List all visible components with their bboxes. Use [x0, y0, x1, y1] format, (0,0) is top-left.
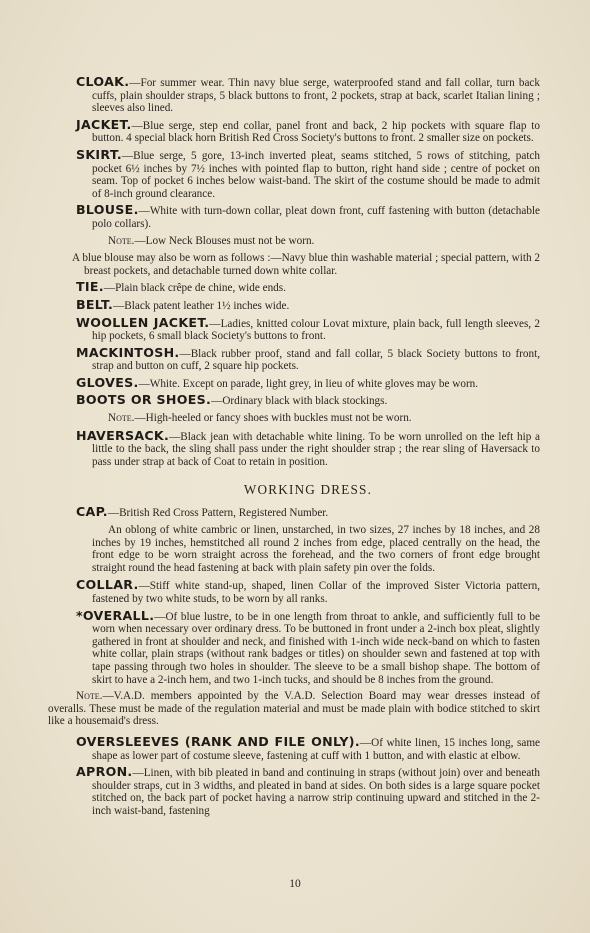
- entry-tie: [76, 281, 540, 295]
- entry-heading: CLOAK.: [76, 74, 130, 89]
- entry-boots-or-shoes: [76, 394, 540, 408]
- entry-heading: BELT.: [76, 296, 114, 312]
- note-text: —V.A.D. members appointed by the V.A.D. Selection Board may wear dresses instead of overalls. These must be made of the regulation material and must be made plain with bodice stitched to skirt like a housemaid's dress.: [48, 690, 540, 728]
- entry-overall: [76, 607, 540, 687]
- entry-text: —Of white linen, 15 inches long, same shape as lower part of costume sleeve, fastening at cuff with 1 button, and with elastic at elbow.: [92, 736, 540, 762]
- entry-text: —Black patent leather 1½ inches wide.: [113, 299, 290, 312]
- entry-text: —Linen, with bib pleated in band and continuing in straps (without join) over and beneath shoulder straps, cut in 3 widths, and pleated in band at sides. On both sides is a large square pocket stitched on, the back part of pocket having a narrow strip continuing upward and stitched in the 2-inch waist-band, fastening: [92, 767, 540, 817]
- entry-blouse: [76, 204, 540, 230]
- entry-text: —Blue serge, 5 gore, 13-inch inverted pleat, seams stitched, 5 rows of stitching, patch pocket 6½ inches by 7½ inches with pointed flap to button, right hand side ; centre of pocket on seam. Top of pocket 6 inches below waist-band. The skirt of the costume should be made to admit of 8-inch ground clearance.: [92, 149, 540, 200]
- entry-collar: [76, 579, 540, 605]
- note-label: Note.: [108, 234, 135, 247]
- entry-heading: JACKET.: [76, 116, 132, 132]
- entry-heading: OVERSLEEVES (RANK AND FILE ONLY).: [76, 733, 360, 749]
- entry-text: —Of blue lustre, to be in one length from throat to ankle, and sufficiently full to be worn when necessary over ordinary dress. To be buttoned in front under a 2-inch box pleat, slightly gathered in front at shoulder and neck, and finished with 1-inch wide neck-band on which to fasten white collar, plain straps (without rank badges or titles) on shoulder sewn and fastened at top with tape passing through two holes in shoulder. The sleeve to be a small bishop shape. The bottom of skirt to have a 2-inch hem, and two 1-inch tucks, and should be 8 inches from the ground.: [92, 610, 540, 686]
- entry-mackintosh: [76, 344, 540, 373]
- paragraph-cap-details: An oblong of white cambric or linen, unstarched, in two sizes, 27 inches by 18 inches, and 28 inches by 19 inches, hemstitched all round 2 inches from edge, placed centrally on the head, the front edge to be worn straight across the forehead, and the two corners of front edge brought straight round the head fastening at back with plain safety pin over the folds.: [92, 524, 540, 574]
- entry-heading: WOOLLEN JACKET.: [76, 314, 210, 330]
- entry-oversleeves: [76, 733, 540, 762]
- entry-text: —Black rubber proof, stand and fall collar, 5 black Society buttons to front, strap and button on cuff, 2 square hip pockets.: [92, 347, 540, 373]
- note-text: —Low Neck Blouses must not be worn.: [134, 234, 315, 247]
- entry-haversack: [76, 427, 540, 469]
- entry-heading: GLOVES.: [76, 374, 139, 390]
- entry-text: —White. Except on parade, light grey, in lieu of white gloves may be worn.: [138, 377, 479, 390]
- entry-text: —White with turn-down collar, pleat down front, cuff fastening with button (detachable polo collars).: [92, 205, 540, 230]
- entry-heading: HAVERSACK.: [76, 427, 170, 443]
- page-number: 10: [289, 878, 301, 890]
- entry-text: —British Red Cross Pattern, Registered Number.: [107, 507, 329, 520]
- entry-heading: SKIRT.: [76, 146, 122, 162]
- entry-text: —Plain black crêpe de chine, wide ends.: [103, 282, 286, 295]
- entry-text: —Ladies, knitted colour Lovat mixture, plain back, full length sleeves, 2 hip pockets, 6 small black Society's buttons to front.: [92, 317, 540, 343]
- entry-text: —For summer wear. Thin navy blue serge, waterproofed stand and fall collar, turn back cuffs, plain shoulder straps, 5 black buttons to front, 2 pockets, strap at back, scarlet Italian lining ; sleeves also lined.: [92, 77, 540, 115]
- note-label: Note.: [108, 412, 135, 425]
- entry-text: —Blue serge, step end collar, panel front and back, 2 hip pockets with square flap to button. 4 special black horn British Red Cross Society's buttons to front. 2 smaller size on pockets.: [92, 119, 540, 145]
- note-vad: [48, 690, 540, 728]
- section-title: WORKING DRESS.: [243, 482, 373, 498]
- entry-cloak: [76, 76, 540, 115]
- note-text: —High-heeled or fancy shoes with buckles must not be worn.: [134, 412, 412, 425]
- entry-heading: BOOTS OR SHOES.: [76, 392, 212, 408]
- note-boots: [76, 412, 540, 425]
- entry-belt: [76, 296, 540, 313]
- entry-heading: BLOUSE.: [76, 202, 139, 218]
- paragraph-blue-blouse: A blue blouse may also be worn as follows :—Navy blue thin washable material ; special pattern, with 2 breast pockets, and detachable turned down white collar.: [72, 252, 540, 277]
- note-blouse: [76, 235, 540, 248]
- entry-text: —Stiff white stand-up, shaped, linen Collar of the improved Sister Victoria pattern, fastened by two white studs, to be worn by all ranks.: [92, 580, 540, 605]
- entry-heading: TIE.: [76, 279, 104, 295]
- entry-heading: *OVERALL.: [76, 607, 155, 623]
- entry-apron: [76, 766, 540, 817]
- entry-skirt: [76, 146, 540, 200]
- entry-heading: CAP.: [76, 504, 108, 520]
- entry-jacket: [76, 116, 540, 145]
- entry-woollen-jacket: [76, 314, 540, 343]
- entry-heading: COLLAR.: [76, 577, 139, 593]
- entry-text: —Ordinary black with black stockings.: [211, 395, 388, 408]
- entry-heading: APRON.: [76, 764, 133, 780]
- entry-text: —Black jean with detachable white lining. To be worn unrolled on the left hip a little to the back, the sling shall pass under the right shoulder strap ; the rear sling of Haversack to pass under strap at back of Coat to retain in position.: [92, 430, 540, 468]
- entry-cap: [76, 506, 540, 520]
- note-label: Note.: [76, 690, 103, 703]
- entry-heading: MACKINTOSH.: [76, 344, 180, 360]
- entry-gloves: [76, 374, 540, 391]
